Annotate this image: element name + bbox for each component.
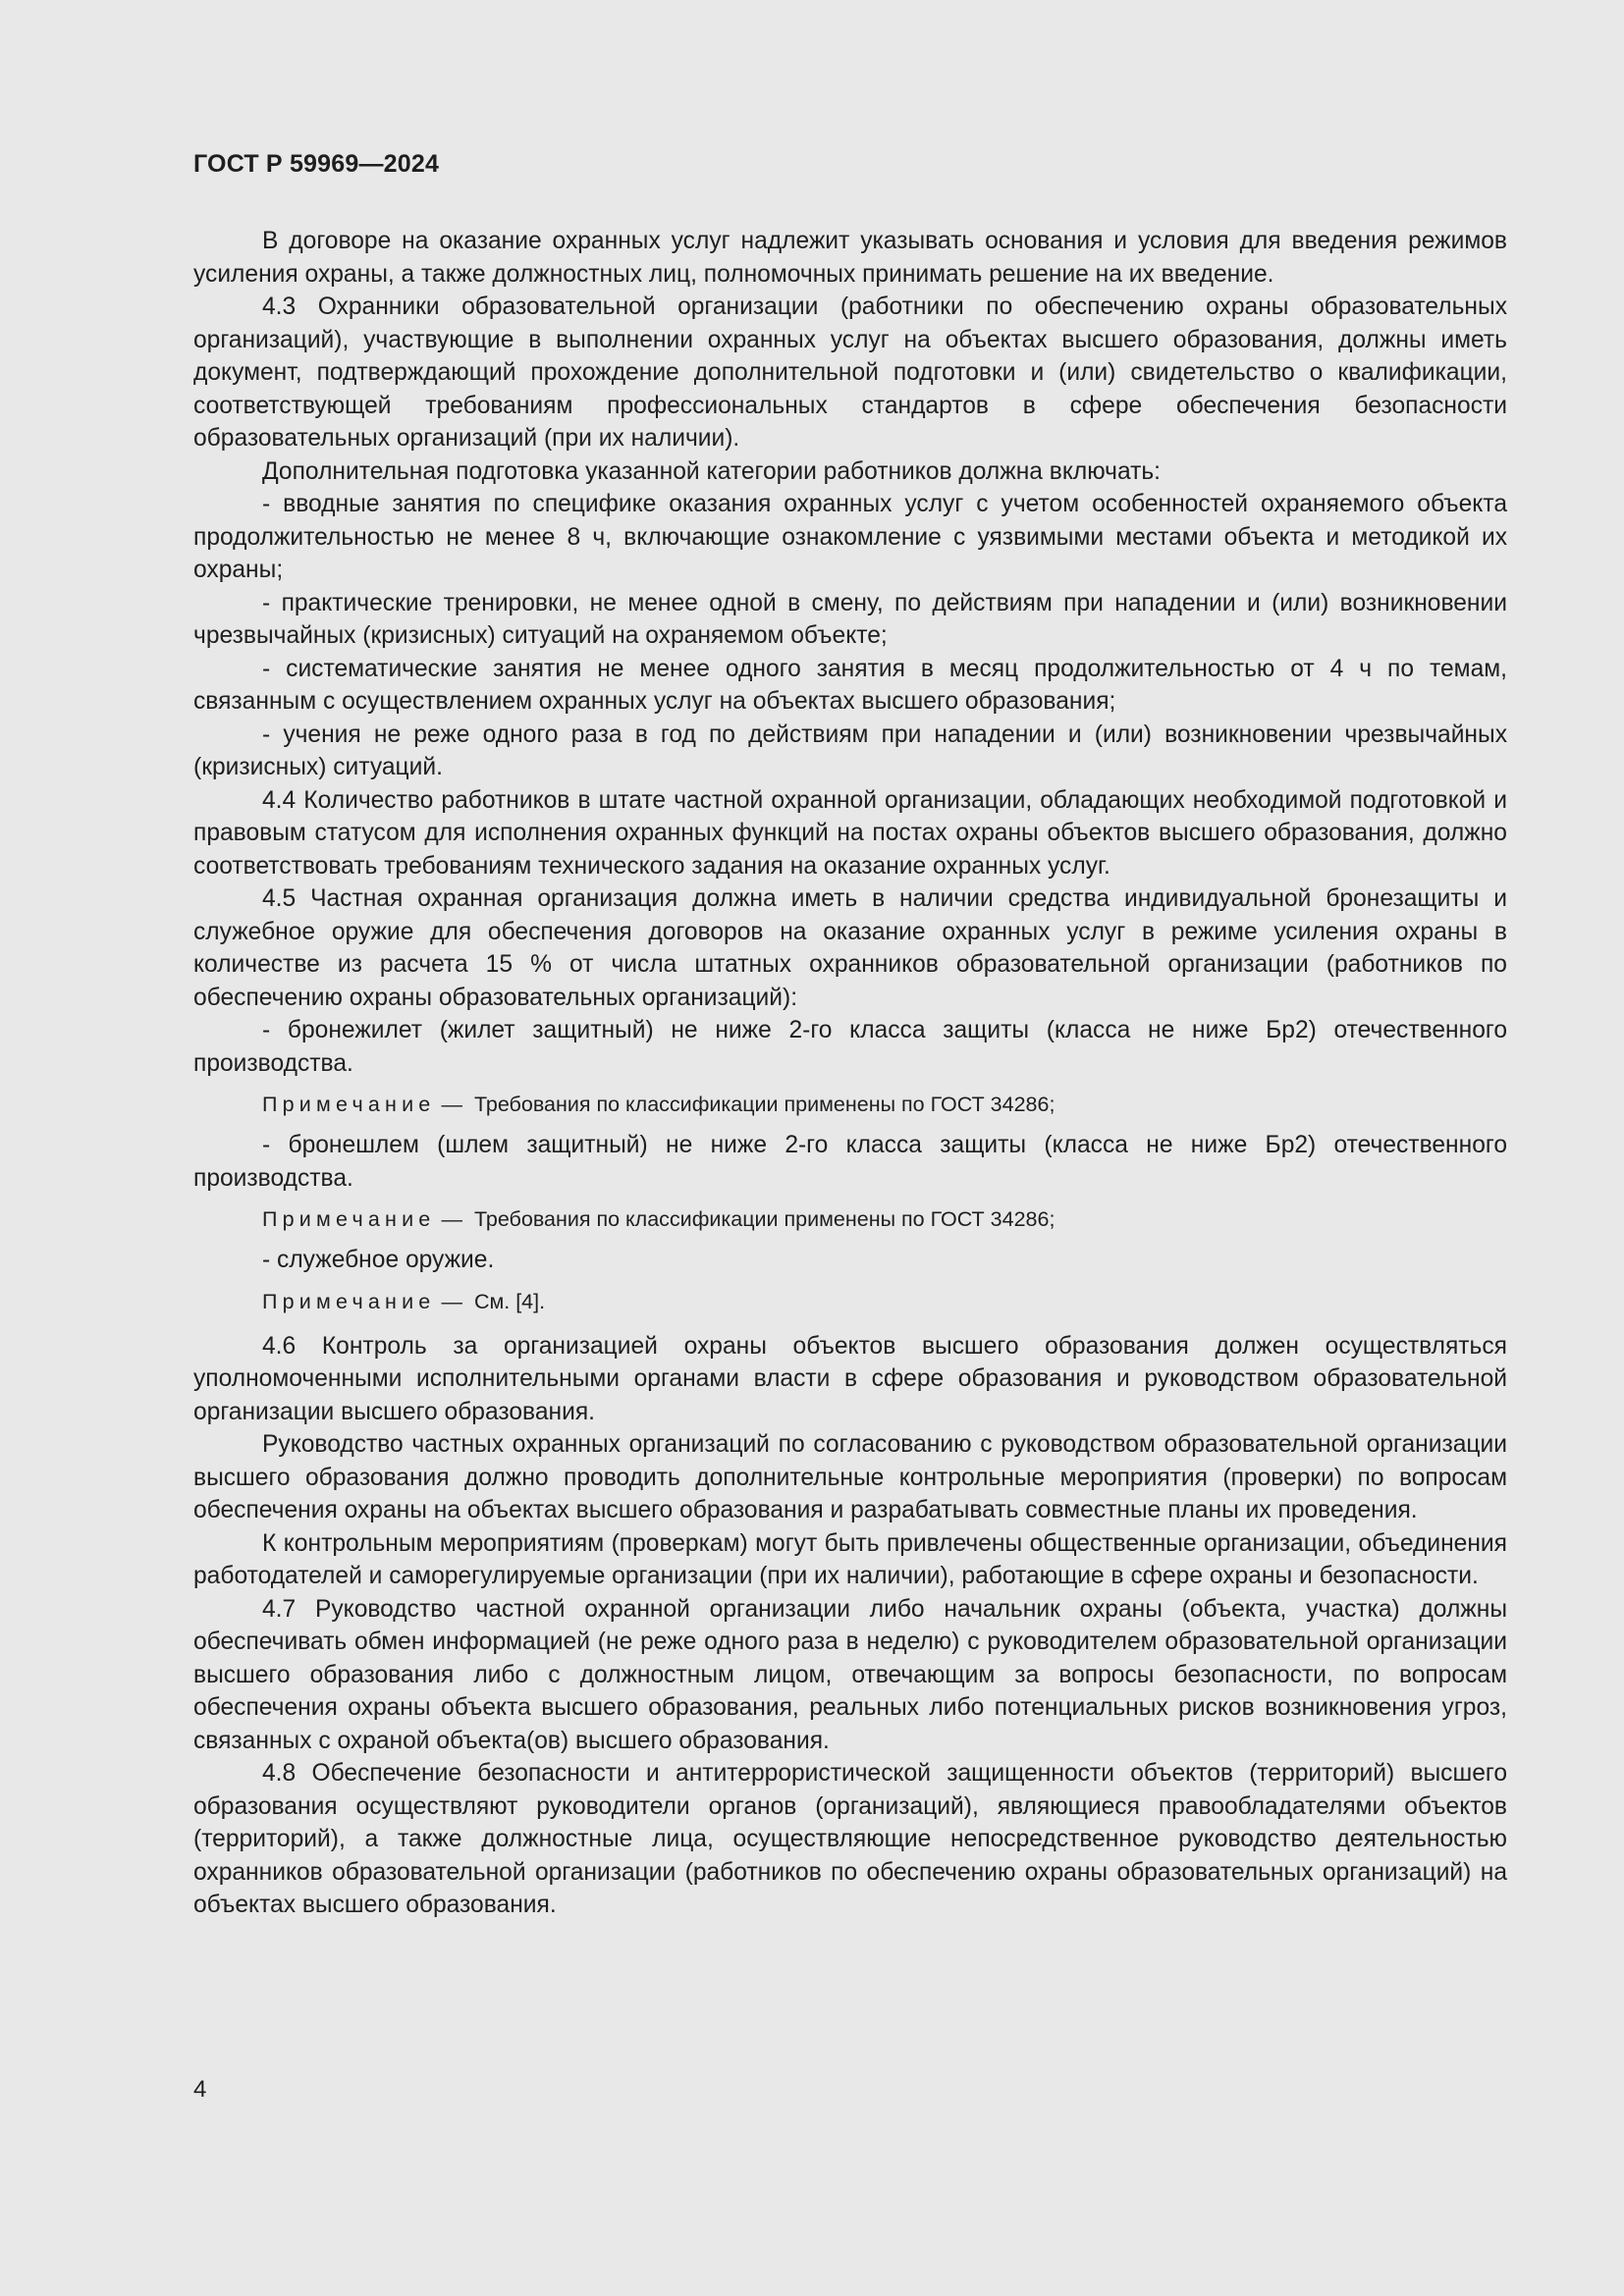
- note: [193, 1204, 1507, 1234]
- note-dash: —: [441, 1207, 462, 1231]
- paragraph: 4.8 Обеспечение безопасности и антитеррористической защищенности объектов (территорий) высшего образования осуществляют руководители органов (организаций), являющиеся правообладателями объектов (территорий), а также должностные лица, осуществляющие непосредственное руководство деятельностью охранников образовательной организации (работников по обеспечению охраны образовательных организаций) на объектах высшего образования.: [193, 1760, 1507, 1918]
- paragraph: Дополнительная подготовка указанной категории работников должна включать:: [262, 457, 1162, 485]
- note: [193, 1287, 1507, 1316]
- note: [193, 1090, 1507, 1119]
- list-item: - бронежилет (жилет защитный) не ниже 2-го класса защиты (класса не ниже Бр2) отечественного производства.: [193, 1017, 1507, 1077]
- paragraph: 4.3 Охранники образовательной организации (работники по обеспечению охраны образовательных организаций), участвующие в выполнении охранных услуг на объектах высшего образования, должны иметь документ, подтверждающий прохождение дополнительной подготовки и (или) свидетельство о квалификации, соответствующей требованиям профессиональных стандартов в сфере обеспечения безопасности образовательных организаций (при их наличии).: [193, 294, 1507, 452]
- list-item: - практические тренировки, не менее одной в смену, по действиям при нападении и (или) возникновении чрезвычайных (кризисных) ситуаций на охраняемом объекте;: [193, 589, 1507, 649]
- note-dash: —: [441, 1093, 462, 1116]
- note-text: Требования по классификации применены по ГОСТ 34286;: [473, 1093, 1056, 1116]
- list-item: - учения не реже одного раза в год по действиям при нападении и (или) возникновении чрезвычайных (кризисных) ситуаций.: [193, 721, 1507, 780]
- list-item: - вводные занятия по специфике оказания охранных услуг с учетом особенностей охраняемого объекта продолжительностью не менее 8 ч, включающие ознакомление с уязвимыми местами объекта и методикой их охраны;: [193, 491, 1507, 583]
- list-item: - бронешлем (шлем защитный) не ниже 2-го класса защиты (класса не ниже Бр2) отечественного производства.: [193, 1132, 1507, 1192]
- paragraph: 4.5 Частная охранная организация должна иметь в наличии средства индивидуальной бронезащиты и служебное оружие для обеспечения договоров на оказание охранных услуг в режиме усиления охраны в количестве из расчета 15 % от числа штатных охранников образовательной организации (работников по обеспечению охраны образовательных организаций):: [193, 885, 1507, 1011]
- paragraph: В договоре на оказание охранных услуг надлежит указывать основания и условия для введения режимов усиления охраны, а также должностных лиц, полномочных принимать решение на их введение.: [193, 228, 1507, 288]
- note-dash: —: [441, 1289, 462, 1313]
- paragraph: Руководство частных охранных организаций по согласованию с руководством образовательной организации высшего образования должно проводить дополнительные контрольные мероприятия (проверки) по вопросам обеспечения охраны на объектах высшего образования и разрабатывать совместные планы их проведения.: [193, 1431, 1507, 1523]
- note-label: Примечание: [262, 1093, 436, 1116]
- note-text: См. [4].: [473, 1289, 546, 1313]
- note-label: Примечание: [262, 1207, 436, 1231]
- list-item: - систематические занятия не менее одного занятия в месяц продолжительностью от 4 ч по темам, связанным с осуществлением охранных услуг на объектах высшего образования;: [193, 655, 1507, 715]
- paragraph: 4.4 Количество работников в штате частной охранной организации, обладающих необходимой подготовкой и правовым статусом для исполнения охранных функций на постах охраны объектов высшего образования, должно соответствовать требованиям технического задания на оказание охранных услуг.: [193, 786, 1507, 880]
- list-item: - служебное оружие.: [262, 1247, 495, 1273]
- page-number: 4: [193, 2076, 207, 2103]
- note-label: Примечание: [262, 1289, 436, 1313]
- paragraph: 4.6 Контроль за организацией охраны объектов высшего образования должен осуществляться уполномоченными исполнительными органами власти в сфере образования и руководством образовательной организации высшего образования.: [193, 1332, 1507, 1425]
- paragraph: К контрольным мероприятиям (проверкам) могут быть привлечены общественные организации, объединения работодателей и саморегулируемые организации (при их наличии), работающие в сфере охраны и безопасности.: [193, 1529, 1507, 1589]
- document-header-code: ГОСТ Р 59969—2024: [193, 150, 440, 178]
- paragraph: 4.7 Руководство частной охранной организации либо начальник охраны (объекта, участка) должны обеспечивать обмен информацией (не реже одного раза в неделю) с руководителем образовательной организации высшего образования либо с должностным лицом, отвечающим за вопросы безопасности, по вопросам обеспечения охраны объекта высшего образования, реальных либо потенциальных рисков возникновения угроз, связанных с охраной объекта(ов) высшего образования.: [193, 1595, 1507, 1754]
- note-text: Требования по классификации применены по ГОСТ 34286;: [473, 1207, 1056, 1231]
- document-body: [193, 225, 1507, 1922]
